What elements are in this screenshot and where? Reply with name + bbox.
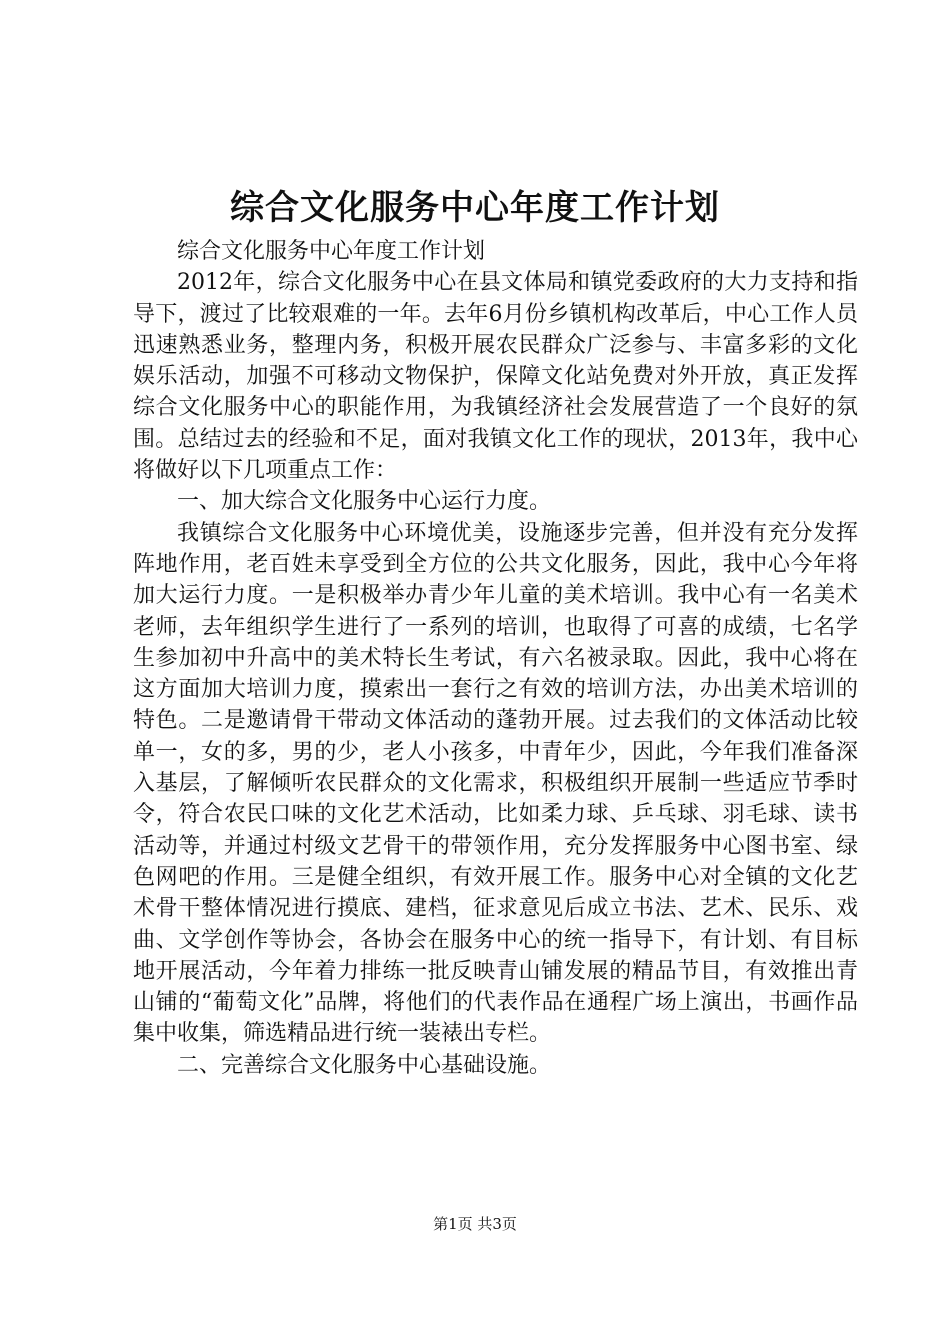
paragraph-heading: 综合文化服务中心年度工作计划 (177, 239, 486, 264)
section-heading-1: 一、加大综合文化服务中心运行力度。 (177, 489, 552, 515)
document-body (133, 236, 858, 1081)
section-heading-2: 二、完善综合文化服务中心基础设施。 (177, 1052, 552, 1078)
paragraph-section-1: 我镇综合文化服务中心环境优美，设施逐步完善，但并没有充分发挥阵地作用，老百姓未享受到全方位的公共文化服务，因此，我中心今年将加大运行力度。一是积极举办青少年儿童的美术培训。我中心有一名美术老师，去年组织学生进行了一系列的培训，也取得了可喜的成绩，七名学生参加初中升高中的美术特长生考试，有六名被录取。因此，我中心将在这方面加大培训力度，摸索出一套行之有效的培训方法，办出美术培训的特色。二是邀请骨干带动文体活动的蓬勃开展。过去我们的文体活动比较单一，女的多，男的少，老人小孩多，中青年少，因此，今年我们准备深入基层，了解倾听农民群众的文化需求，积极组织开展制一些适应节季时令，符合农民口味的文化艺术活动，比如柔力球、乒乓球、羽毛球、读书活动等，并通过村级文艺骨干的带领作用，充分发挥服务中心图书室、绿色网吧的作用。三是健全组织，有效开展工作。服务中心对全镇的文化艺术骨干整体情况进行摸底、建档，征求意见后成立书法、艺术、民乐、戏曲、文学创作等协会，各协会在服务中心的统一指导下，有计划、有目标地开展活动，今年着力排练一批反映青山铺发展的精品节目，有效推出青山铺的“葡萄文化”品牌，将他们的代表作品在通程广场上演出，书画作品集中收集，筛选精品进行统一装裱出专栏。 (133, 520, 858, 1047)
page-footer: 第1页 共3页 (433, 1215, 517, 1233)
document-title: 综合文化服务中心年度工作计划 (230, 188, 720, 228)
paragraph-intro: 2012年，综合文化服务中心在县文体局和镇党委政府的大力支持和指导下，渡过了比较艰难的一年。去年6月份乡镇机构改革后，中心工作人员迅速熟悉业务，整理内务，积极开展农民群众广泛参与、丰富多彩的文化娱乐活动，加强不可移动文物保护，保障文化站免费对外开放，真正发挥综合文化服务中心的职能作用，为我镇经济社会发展营造了一个良好的氛围。总结过去的经验和不足，面对我镇文化工作的现状，2013年，我中心将做好以下几项重点工作： (133, 270, 858, 484)
